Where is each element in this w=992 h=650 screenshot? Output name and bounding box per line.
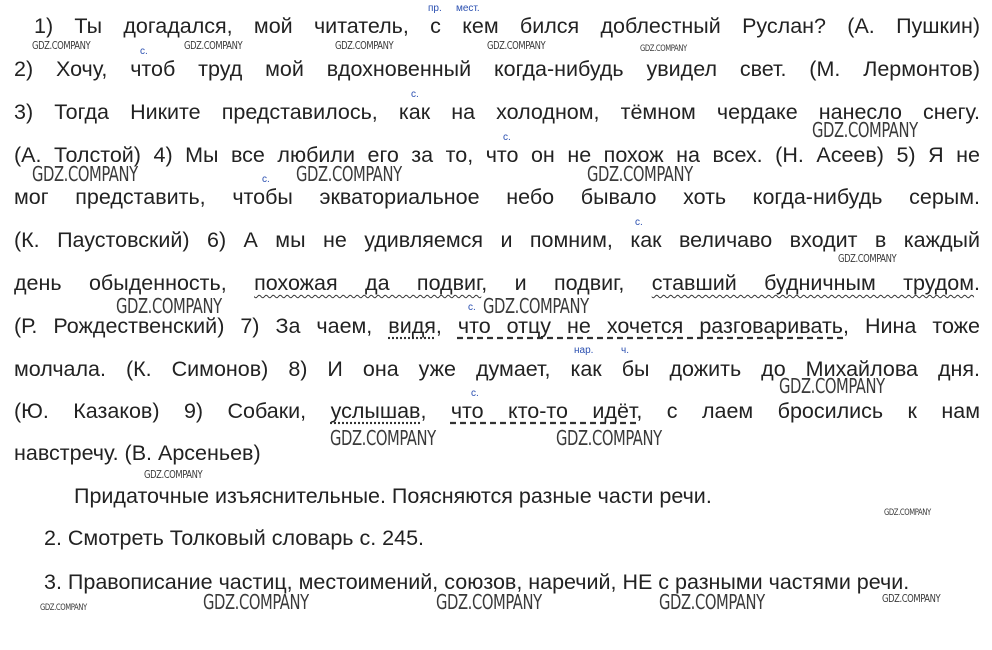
underlined-clause: что отцу не хочется разговаривать <box>457 314 843 338</box>
explanation-paragraph: Придаточные изъяснительные. Поясняются разные части речи. <box>74 484 712 508</box>
underlined-gerund: услышав <box>330 399 421 423</box>
watermark: GDZ.COMPANY <box>296 162 402 186</box>
mark-label: мест. <box>456 3 480 14</box>
watermark: GDZ.COMPANY <box>587 162 693 186</box>
watermark: GDZ.COMPANY <box>884 508 931 518</box>
watermark: GDZ.COMPANY <box>32 162 138 186</box>
plain-text: , с лаем бросились к нам <box>636 399 980 423</box>
watermark: GDZ.COMPANY <box>483 294 589 318</box>
mark-label: с. <box>468 302 476 313</box>
mark-label: с. <box>503 132 511 143</box>
underlined-gerund: видя <box>388 314 436 338</box>
watermark: GDZ.COMPANY <box>40 603 87 613</box>
text-line-4: (А. Толстой) 4) Мы все любили его за то, что он не похож на всех. (Н. Асеев) 5) Я не <box>14 143 980 167</box>
watermark: GDZ.COMPANY <box>436 590 542 614</box>
watermark: GDZ.COMPANY <box>640 44 687 54</box>
mark-label: с. <box>262 174 270 185</box>
text-line-9: молчала. (К. Симонов) 8) И она уже думает, как бы дожить до Михайлова дня. <box>14 357 980 381</box>
watermark: GDZ.COMPANY <box>330 426 436 450</box>
watermark: GDZ.COMPANY <box>32 39 91 52</box>
watermark: GDZ.COMPANY <box>779 374 885 398</box>
mark-label: пр. <box>428 3 442 14</box>
text-line-6: (К. Паустовский) 6) А мы не удивляемся и помним, как величаво входит в каждый <box>14 228 980 252</box>
watermark: GDZ.COMPANY <box>335 39 394 52</box>
text-line-5: мог представить, чтобы экваториальное небо бывало хоть когда-нибудь серым. <box>14 185 980 209</box>
plain-text: , <box>435 314 458 338</box>
text-line-3: 3) Тогда Никите представилось, как на холодном, тёмном чердаке нанесло снегу. <box>14 100 980 124</box>
plain-text: день обыденность, <box>14 271 255 295</box>
item-2-paragraph: 2. Смотреть Толковый словарь с. 245. <box>44 526 425 550</box>
underlined-participle-phrase: ставший будничным трудом <box>651 271 975 295</box>
watermark: GDZ.COMPANY <box>116 294 222 318</box>
watermark: GDZ.COMPANY <box>556 426 662 450</box>
text-line-11: навстречу. (В. Арсеньев) <box>14 441 261 465</box>
mark-label: с. <box>471 388 479 399</box>
underlined-participle-phrase: похожая да подвиг <box>254 271 482 295</box>
watermark: GDZ.COMPANY <box>838 252 897 265</box>
watermark: GDZ.COMPANY <box>487 39 546 52</box>
plain-text: , <box>420 399 451 423</box>
watermark: GDZ.COMPANY <box>203 590 309 614</box>
watermark: GDZ.COMPANY <box>144 468 203 481</box>
underlined-clause: что кто-то идёт <box>450 399 637 423</box>
item-3-paragraph: 3. Правописание частиц, местоимений, союзов, наречий, НЕ с разными частями речи. <box>44 570 910 594</box>
mark-label: с. <box>635 217 643 228</box>
plain-text: , и подвиг, <box>481 271 652 295</box>
plain-text: (Ю. Казаков) 9) Собаки, <box>14 399 331 423</box>
mark-label: ч. <box>621 345 629 356</box>
plain-text: . <box>974 271 981 295</box>
mark-label: с. <box>411 89 419 100</box>
mark-label: нар. <box>574 345 594 356</box>
plain-text: , Нина тоже <box>843 314 981 338</box>
watermark: GDZ.COMPANY <box>812 118 918 142</box>
text-line-2: 2) Хочу, чтоб труд мой вдохновенный когда-нибудь увидел свет. (М. Лермонтов) <box>14 57 980 81</box>
plain-text: (Р. Рождественский) 7) За чаем, <box>14 314 389 338</box>
mark-label: с. <box>140 46 148 57</box>
watermark: GDZ.COMPANY <box>184 39 243 52</box>
watermark: GDZ.COMPANY <box>882 592 941 605</box>
watermark: GDZ.COMPANY <box>659 590 765 614</box>
text-line-1: 1) Ты догадался, мой читатель, с кем бился доблестный Руслан? (А. Пушкин) <box>34 14 980 38</box>
